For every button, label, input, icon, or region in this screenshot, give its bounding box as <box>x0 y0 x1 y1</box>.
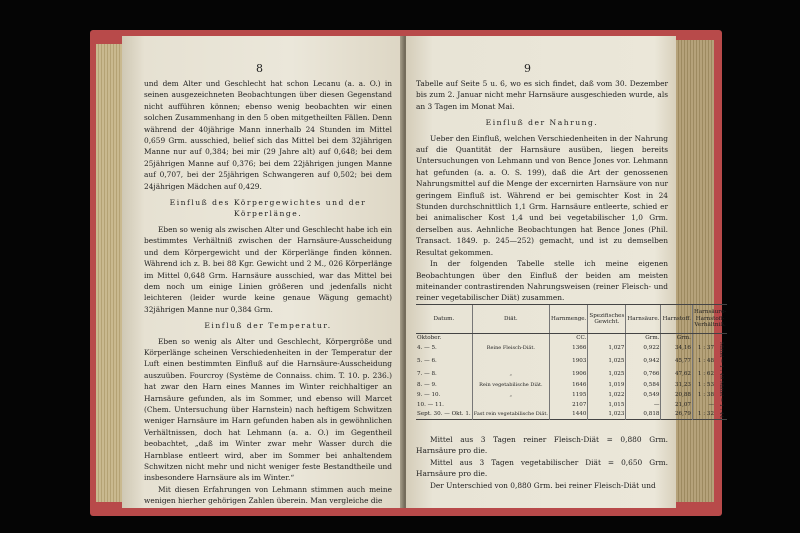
right-paragraph-1: Tabelle auf Seite 5 u. 6, wo es sich findet, daß vom 30. Dezember bis zum 2. Januar nicht mehr Harnsäure ausgeschieden wurde, als an 3 Tagen im Monat Mai. <box>416 79 668 111</box>
col-gravity: Spezifisches Gewicht. <box>588 305 626 334</box>
col-uric: Harnsäure. <box>626 305 661 334</box>
right-page-bottom-text <box>416 434 668 491</box>
table-row: 8. — 9. Rein vegetabilische Diät. 1646 1,019 0,584 31,23 1 : 53 Mittel = 1 : 44. <box>416 381 727 391</box>
table-row: 9. — 10. „ 1195 1,022 0,549 20,88 1 : 38 <box>417 392 715 399</box>
right-page <box>406 36 727 508</box>
heading-nutrition: Einfluß der Nahrung. <box>485 118 599 128</box>
unit-urea: Grm. <box>661 334 693 343</box>
page-number-right: 9 <box>524 62 531 75</box>
difference-line: Der Unterschied von 0,880 Grm. bei reiner Fleisch-Diät und <box>430 480 656 490</box>
mittel-veg: Mittel = 1 : 44. <box>718 380 725 420</box>
table-row: 5. — 6. 1903 1,025 0,942 45,77 1 : 48 <box>416 355 727 368</box>
heading-body-weight: Einfluß des Körpergewichtes und der Körperlänge. <box>169 198 367 219</box>
table-row: 4. — 5. Reine Fleisch-Diät. 1366 1,027 0,922 34,16 1 : 37 Mittel = 1 : 49. <box>416 342 727 355</box>
heading-temperature: Einfluß der Temperatur. <box>204 321 332 331</box>
mean-meat-line: Mittel aus 3 Tagen reiner Fleisch-Diät = 0,880 Grm. Harnsäure pro die. <box>416 435 668 456</box>
left-page <box>122 36 404 508</box>
table-row: 7. — 8. „ 1906 1,025 0,766 47,62 1 : 62 <box>416 368 727 381</box>
mittel-meat: Mittel = 1 : 49. <box>718 342 725 381</box>
col-diet: Diät. <box>472 305 549 334</box>
mean-veg-line: Mittel aus 3 Tagen vegetabilischer Diät = 0,650 Grm. Harnsäure pro die. <box>416 457 668 479</box>
month-label: Oktober. <box>417 335 442 341</box>
right-page-text <box>416 78 668 304</box>
diet-table <box>416 304 727 420</box>
table-row: Sept. 30. — Okt. 1. Fast rein vegetabilische Diät. 1440 1,023 0,818 26,79 1 : 32 <box>416 410 727 420</box>
col-volume: Harnmenge. <box>550 305 588 334</box>
unit-uric: Grm. <box>626 334 661 343</box>
right-paragraph-2: Ueber den Einfluß, welchen Verschiedenheiten in der Nahrung auf die Quantität der Harnsäure ausüben, liegen bereits Untersuchungen von Lehmann und von Bence Jones vor. Lehmann hat gefunden (a. a. O. S. 199), daß die Art der genossenen Nahrungsmittel auf die Menge der excernirten Harnsäure von nur geringem Einfluß ist. Während er bei gemischter Kost in 24 Stunden durchschnittlich 1,1 Grm. Harnsäure entleerte, schied er bei animalischer Kost 1,4 und bei vegetabilischer 1,0 Grm. derselben aus. Aehnliche Beobachtungen hat Bence Jones (Phil. Transact. 1849. p. 245—252) gemacht, und ist zu demselben Resultat gekommen. <box>416 133 668 257</box>
left-paragraph-4: Mit diesen Erfahrungen von Lehmann stimmen auch meine wenigen hierher gehörigen Zahlen überein. Man vergleiche die <box>144 484 392 506</box>
page-edges-left <box>96 44 124 502</box>
table-row: 10. — 11. 2107 1,015 — 21,07 — <box>417 401 715 408</box>
right-paragraph-3: In der folgenden Tabelle stelle ich meine eigenen Beobachtungen über den Einfluß der beiden am meisten miteinander contrastirenden Nahrungsweisen (reiner Fleisch- und reiner vegetabilischer Diät) zusammen. <box>416 259 668 303</box>
col-date: Datum. <box>416 305 472 334</box>
left-paragraph-2: Eben so wenig als zwischen Alter und Geschlecht habe ich ein bestimmtes Verhältniß zwischen der Harnsäure-Ausscheidung und dem Körpergewicht und der Körperlänge finden können. Während ich z. B. bei 88 Kgr. Gewicht und 2 M., 026 Körperlänge im Mittel 0,648 Grm. Harnsäure ausschied, war das Mittel bei dem noch um einige Linien größeren und jedenfalls nicht leichteren (leider wurde keine genaue Wägung gemacht) 32jährigen Manne nur 0,384 Grm. <box>144 224 392 314</box>
page-number-left: 8 <box>256 62 263 75</box>
left-paragraph-3: Eben so wenig als Alter und Geschlecht, Körpergröße und Körperlänge scheinen Verschiedenheiten in der Temperatur der Luft einen bestimmten Einfluß auf die Harnsäure-Ausscheidung auszuüben. Fourcroy (Système de Connaiss. chim. T. 10. p. 236.) hat zwar den Harn eines Mannes im Winter reichhaltiger an Harnsäure gefunden, als im Sommer, und ebenso will Marcet (Chem. Untersuchung über Harnstein) nach heftigem Schwitzen weniger Harnsäure im Harn gefunden haben als in gewöhnlichen Verhältnissen, doch hat Lehmann (a. a. O.) im Gegentheil beobachtet, „daß im Winter zwar mehr Wasser durch die Harnblase entleert wird, aber im Sommer bei anhaltendem Schwitzen nicht mehr und nicht weniger feste Bestandtheile und insbesondere Harnsäure als im Winter.“ <box>144 336 392 483</box>
col-ratio: Harnsäure-Harnstoff-Verhältniß. <box>692 305 727 334</box>
unit-volume: CC. <box>550 334 588 343</box>
left-paragraph-1: und dem Alter und Geschlecht hat schon Lecanu (a. a. O.) in seinen ausgezeichneten Beobachtungen über diesen Gegenstand nicht aufführen können; ebenso wenig beobachten wir einen solchen Zusammenhang in den 5 oben mitgetheilten Fällen. Denn während der 40jährige Mann innerhalb 24 Stunden im Mittel 0,659 Grm. ausschied, belief sich das Mittel bei dem 32jährigen Manne nur auf 0,384; bei mir (29 Jahre alt) auf 0,648; bei dem 25jährigen Manne auf 0,376; bei dem 22jährigen jungen Manne auf 0,707, bei der 25jährigen Schwangeren auf 0,502; bei dem 24jährigen Mädchen auf 0,429. <box>144 79 392 191</box>
col-urea: Harnstoff. <box>661 305 693 334</box>
page-edges-right <box>676 40 714 502</box>
left-page-text <box>144 78 392 507</box>
